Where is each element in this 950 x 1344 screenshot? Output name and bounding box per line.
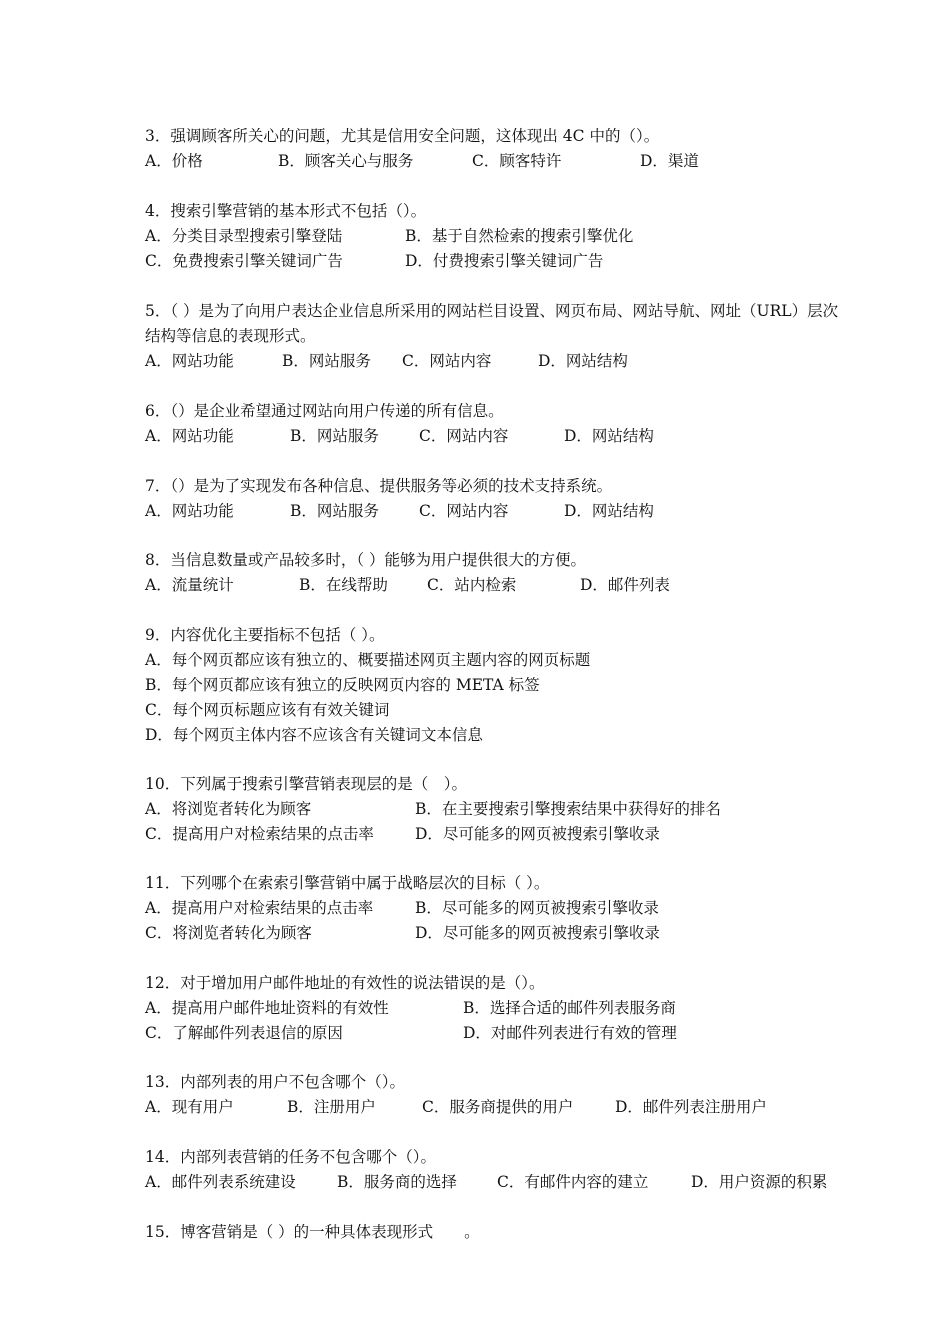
question-4 (145, 199, 845, 274)
option-a: A．提高用户邮件地址资料的有效性 (145, 999, 389, 1017)
options-row (145, 921, 845, 946)
option-b: B．尽可能多的网页被搜索引擎收录 (415, 899, 659, 917)
option-d: D．网站结构 (564, 502, 654, 520)
option-a: A．每个网页都应该有独立的、概要描述网页主题内容的网页标题 (145, 651, 591, 669)
option-c: C．网站内容 (419, 502, 509, 520)
option-a: A．分类目录型搜索引擎登陆 (145, 227, 343, 245)
option-a: A．流量统计 (145, 576, 234, 594)
question-stem: 15．博客营销是（ ）的一种具体表现形式 。 (145, 1223, 480, 1241)
question-10 (145, 772, 845, 847)
question-stem: 11．下列哪个在索索引擎营销中属于战略层次的目标（ ）。 (145, 874, 550, 892)
options-row (145, 1095, 845, 1120)
option-b: B．网站服务 (282, 352, 371, 370)
option-a: A．网站功能 (145, 352, 234, 370)
option-d: D．对邮件列表进行有效的管理 (463, 1024, 677, 1042)
options-row (145, 896, 845, 921)
question-7 (145, 474, 845, 524)
option-b: B．在主要搜索引擎搜索结果中获得好的排名 (415, 800, 721, 818)
option-a: A．提高用户对检索结果的点击率 (145, 899, 374, 917)
option-c: C．顾客特许 (472, 152, 562, 170)
option-b: B．注册用户 (287, 1098, 376, 1116)
options-row (145, 822, 845, 847)
option-d: D．尽可能多的网页被搜索引擎收录 (415, 924, 660, 942)
option-a: A．邮件列表系统建设 (145, 1173, 296, 1191)
options-row (145, 249, 845, 274)
options-row (145, 573, 845, 598)
question-11 (145, 871, 845, 946)
question-8 (145, 548, 845, 598)
option-c: C．了解邮件列表退信的原因 (145, 1024, 343, 1042)
option-d: D．渠道 (640, 152, 699, 170)
question-stem: 4．搜索引擎营销的基本形式不包括（）。 (145, 202, 427, 220)
question-stem: 10．下列属于搜索引擎营销表现层的是（ ）。 (145, 775, 467, 793)
question-stem: 14．内部列表营销的任务不包含哪个（）。 (145, 1148, 436, 1166)
option-d: D．邮件列表注册用户 (615, 1098, 767, 1116)
question-stem: 12．对于增加用户邮件地址的有效性的说法错误的是（）。 (145, 974, 545, 992)
option-b: B．基于自然检索的搜索引擎优化 (405, 227, 634, 245)
option-b: B．在线帮助 (299, 576, 388, 594)
option-c: C．服务商提供的用户 (422, 1098, 574, 1116)
question-stem: 13．内部列表的用户不包含哪个（）。 (145, 1073, 405, 1091)
options-row (145, 149, 845, 174)
question-6 (145, 399, 845, 449)
question-5 (145, 299, 840, 374)
options-row (145, 797, 845, 822)
option-d: D．网站结构 (538, 352, 628, 370)
question-stem: 9．内容优化主要指标不包括（ ）。 (145, 626, 385, 644)
option-c: C．网站内容 (419, 427, 509, 445)
option-c: C．免费搜索引擎关键词广告 (145, 252, 343, 270)
question-stem: 6．（）是企业希望通过网站向用户传递的所有信息。 (145, 402, 504, 420)
option-c: C．站内检索 (427, 576, 517, 594)
question-stem: 5．（ ）是为了向用户表达企业信息所采用的网站栏目设置、网页布局、网站导航、网址（URL）层次结构等信息的表现形式。 (145, 302, 839, 345)
question-stem: 3．强调顾客所关心的问题，尤其是信用安全问题，这体现出 4C 中的（）。 (145, 127, 660, 145)
option-d: D．每个网页主体内容不应该含有关键词文本信息 (145, 726, 483, 744)
option-c: C．有邮件内容的建立 (497, 1173, 649, 1191)
question-stem: 8．当信息数量或产品较多时，（ ）能够为用户提供很大的方便。 (145, 551, 587, 569)
question-12 (145, 971, 845, 1046)
options-row (145, 1170, 845, 1195)
option-b: B．每个网页都应该有独立的反映网页内容的 META 标签 (145, 676, 540, 694)
option-a: A．网站功能 (145, 427, 234, 445)
question-stem: 7．（）是为了实现发布各种信息、提供服务等必须的技术支持系统。 (145, 477, 613, 495)
option-d: D．尽可能多的网页被搜索引擎收录 (415, 825, 660, 843)
question-13 (145, 1070, 845, 1120)
question-15 (145, 1220, 845, 1245)
options-row (145, 224, 845, 249)
option-d: D．用户资源的积累 (691, 1173, 828, 1191)
option-c: C．提高用户对检索结果的点击率 (145, 825, 374, 843)
options-row (145, 996, 845, 1021)
options-row (145, 349, 840, 374)
option-c: C．每个网页标题应该有有效关键词 (145, 701, 390, 719)
option-d: D．邮件列表 (580, 576, 670, 594)
option-a: A．价格 (145, 152, 203, 170)
option-b: B．服务商的选择 (337, 1173, 457, 1191)
option-b: B．网站服务 (290, 502, 379, 520)
options-row (145, 424, 845, 449)
option-c: C．网站内容 (402, 352, 492, 370)
option-b: B．顾客关心与服务 (278, 152, 414, 170)
option-b: B．选择合适的邮件列表服务商 (463, 999, 676, 1017)
option-a: A．将浏览者转化为顾客 (145, 800, 312, 818)
options-row (145, 1021, 845, 1046)
options-row (145, 499, 845, 524)
option-a: A．现有用户 (145, 1098, 234, 1116)
option-d: D．网站结构 (564, 427, 654, 445)
question-3 (145, 124, 845, 174)
option-b: B．网站服务 (290, 427, 379, 445)
option-a: A．网站功能 (145, 502, 234, 520)
option-c: C．将浏览者转化为顾客 (145, 924, 312, 942)
option-d: D．付费搜索引擎关键词广告 (405, 252, 604, 270)
question-9 (145, 623, 845, 748)
question-14 (145, 1145, 845, 1195)
